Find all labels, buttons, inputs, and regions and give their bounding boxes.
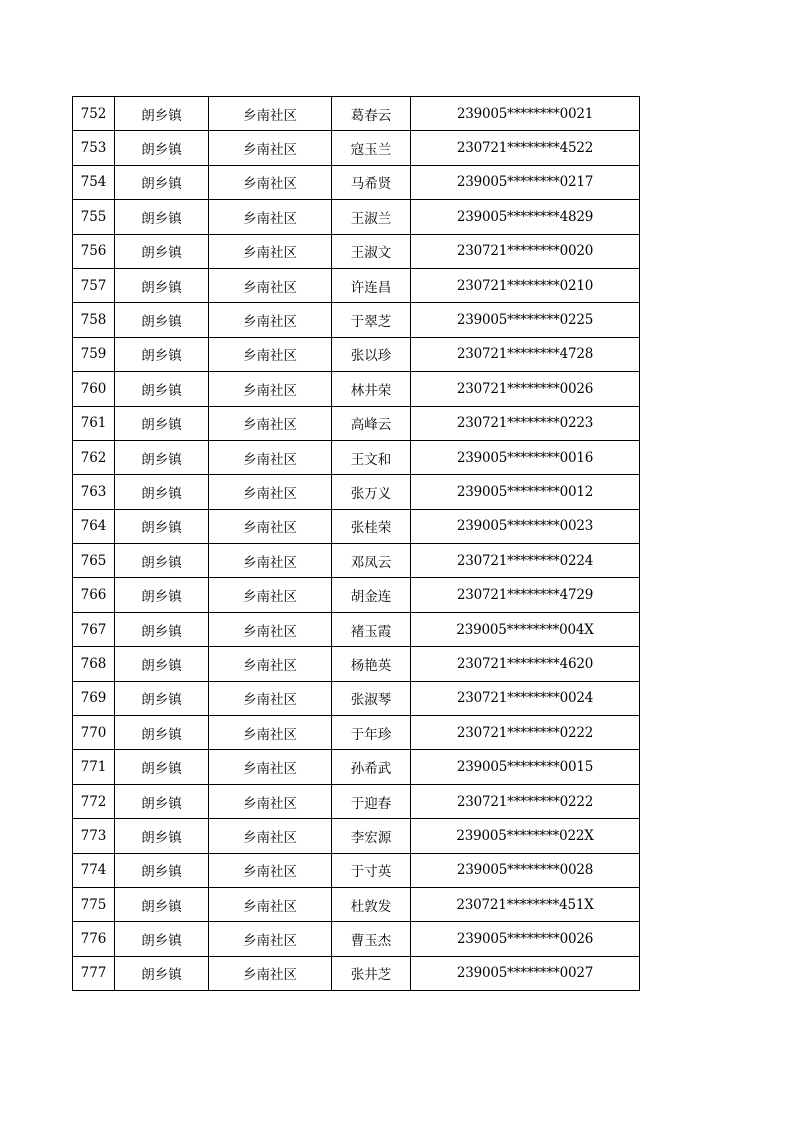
person-name-cell: 褚玉霞 xyxy=(332,612,411,646)
town-cell: 朗乡镇 xyxy=(115,372,209,406)
row-number-cell: 775 xyxy=(73,887,115,921)
roster-table xyxy=(72,96,640,991)
person-name-cell: 许连昌 xyxy=(332,268,411,302)
town-cell: 朗乡镇 xyxy=(115,578,209,612)
table-row xyxy=(73,406,640,440)
row-number-cell: 773 xyxy=(73,819,115,853)
community-cell: 乡南社区 xyxy=(209,303,332,337)
id-number-cell: 230721********0026 xyxy=(411,372,640,406)
row-number-cell: 756 xyxy=(73,234,115,268)
id-number-cell: 239005********0021 xyxy=(411,97,640,131)
person-name-cell: 王淑兰 xyxy=(332,200,411,234)
row-number-cell: 762 xyxy=(73,440,115,474)
community-cell: 乡南社区 xyxy=(209,200,332,234)
person-name-cell: 林井荣 xyxy=(332,372,411,406)
person-name-cell: 马希贤 xyxy=(332,165,411,199)
row-number-cell: 763 xyxy=(73,475,115,509)
id-number-cell: 239005********0023 xyxy=(411,509,640,543)
id-number-cell: 230721********4728 xyxy=(411,337,640,371)
community-cell: 乡南社区 xyxy=(209,887,332,921)
id-number-cell: 239005********004X xyxy=(411,612,640,646)
person-name-cell: 于寸英 xyxy=(332,853,411,887)
town-cell: 朗乡镇 xyxy=(115,268,209,302)
community-cell: 乡南社区 xyxy=(209,406,332,440)
id-number-cell: 230721********0223 xyxy=(411,406,640,440)
id-number-cell: 239005********0217 xyxy=(411,165,640,199)
town-cell: 朗乡镇 xyxy=(115,97,209,131)
row-number-cell: 753 xyxy=(73,131,115,165)
row-number-cell: 767 xyxy=(73,612,115,646)
table-row xyxy=(73,440,640,474)
community-cell: 乡南社区 xyxy=(209,544,332,578)
table-row xyxy=(73,578,640,612)
table-row xyxy=(73,819,640,853)
table-row xyxy=(73,268,640,302)
table-row xyxy=(73,887,640,921)
row-number-cell: 772 xyxy=(73,784,115,818)
id-number-cell: 239005********0012 xyxy=(411,475,640,509)
town-cell: 朗乡镇 xyxy=(115,200,209,234)
table-row xyxy=(73,612,640,646)
person-name-cell: 杨艳英 xyxy=(332,647,411,681)
row-number-cell: 759 xyxy=(73,337,115,371)
row-number-cell: 774 xyxy=(73,853,115,887)
roster-table-body xyxy=(73,97,640,991)
table-row xyxy=(73,681,640,715)
community-cell: 乡南社区 xyxy=(209,131,332,165)
person-name-cell: 于翠芝 xyxy=(332,303,411,337)
person-name-cell: 高峰云 xyxy=(332,406,411,440)
community-cell: 乡南社区 xyxy=(209,612,332,646)
row-number-cell: 768 xyxy=(73,647,115,681)
town-cell: 朗乡镇 xyxy=(115,303,209,337)
table-row xyxy=(73,337,640,371)
community-cell: 乡南社区 xyxy=(209,372,332,406)
community-cell: 乡南社区 xyxy=(209,819,332,853)
person-name-cell: 张淑琴 xyxy=(332,681,411,715)
person-name-cell: 邓凤云 xyxy=(332,544,411,578)
id-number-cell: 230721********4522 xyxy=(411,131,640,165)
table-row xyxy=(73,234,640,268)
town-cell: 朗乡镇 xyxy=(115,647,209,681)
table-row xyxy=(73,509,640,543)
community-cell: 乡南社区 xyxy=(209,578,332,612)
town-cell: 朗乡镇 xyxy=(115,750,209,784)
row-number-cell: 770 xyxy=(73,716,115,750)
row-number-cell: 760 xyxy=(73,372,115,406)
row-number-cell: 769 xyxy=(73,681,115,715)
row-number-cell: 766 xyxy=(73,578,115,612)
id-number-cell: 239005********0027 xyxy=(411,956,640,990)
row-number-cell: 765 xyxy=(73,544,115,578)
town-cell: 朗乡镇 xyxy=(115,956,209,990)
person-name-cell: 张井芝 xyxy=(332,956,411,990)
community-cell: 乡南社区 xyxy=(209,509,332,543)
table-row xyxy=(73,647,640,681)
table-row xyxy=(73,922,640,956)
person-name-cell: 葛春云 xyxy=(332,97,411,131)
person-name-cell: 张桂荣 xyxy=(332,509,411,543)
id-number-cell: 239005********4829 xyxy=(411,200,640,234)
table-row xyxy=(73,372,640,406)
town-cell: 朗乡镇 xyxy=(115,544,209,578)
table-row xyxy=(73,716,640,750)
town-cell: 朗乡镇 xyxy=(115,819,209,853)
person-name-cell: 王文和 xyxy=(332,440,411,474)
town-cell: 朗乡镇 xyxy=(115,681,209,715)
id-number-cell: 239005********0225 xyxy=(411,303,640,337)
community-cell: 乡南社区 xyxy=(209,750,332,784)
community-cell: 乡南社区 xyxy=(209,268,332,302)
id-number-cell: 230721********0210 xyxy=(411,268,640,302)
community-cell: 乡南社区 xyxy=(209,853,332,887)
table-row xyxy=(73,784,640,818)
person-name-cell: 孙希武 xyxy=(332,750,411,784)
row-number-cell: 777 xyxy=(73,956,115,990)
table-row xyxy=(73,853,640,887)
person-name-cell: 曹玉杰 xyxy=(332,922,411,956)
town-cell: 朗乡镇 xyxy=(115,784,209,818)
community-cell: 乡南社区 xyxy=(209,234,332,268)
community-cell: 乡南社区 xyxy=(209,440,332,474)
id-number-cell: 230721********4620 xyxy=(411,647,640,681)
town-cell: 朗乡镇 xyxy=(115,406,209,440)
id-number-cell: 230721********451X xyxy=(411,887,640,921)
person-name-cell: 张万义 xyxy=(332,475,411,509)
town-cell: 朗乡镇 xyxy=(115,475,209,509)
row-number-cell: 776 xyxy=(73,922,115,956)
id-number-cell: 239005********0026 xyxy=(411,922,640,956)
person-name-cell: 张以珍 xyxy=(332,337,411,371)
table-row xyxy=(73,97,640,131)
community-cell: 乡南社区 xyxy=(209,784,332,818)
person-name-cell: 李宏源 xyxy=(332,819,411,853)
row-number-cell: 761 xyxy=(73,406,115,440)
town-cell: 朗乡镇 xyxy=(115,612,209,646)
community-cell: 乡南社区 xyxy=(209,956,332,990)
town-cell: 朗乡镇 xyxy=(115,922,209,956)
person-name-cell: 于年珍 xyxy=(332,716,411,750)
row-number-cell: 758 xyxy=(73,303,115,337)
table-row xyxy=(73,200,640,234)
community-cell: 乡南社区 xyxy=(209,475,332,509)
id-number-cell: 230721********0020 xyxy=(411,234,640,268)
town-cell: 朗乡镇 xyxy=(115,337,209,371)
table-row xyxy=(73,750,640,784)
row-number-cell: 752 xyxy=(73,97,115,131)
id-number-cell: 239005********0028 xyxy=(411,853,640,887)
id-number-cell: 239005********0016 xyxy=(411,440,640,474)
person-name-cell: 胡金连 xyxy=(332,578,411,612)
table-row xyxy=(73,475,640,509)
id-number-cell: 230721********4729 xyxy=(411,578,640,612)
id-number-cell: 239005********022X xyxy=(411,819,640,853)
town-cell: 朗乡镇 xyxy=(115,440,209,474)
table-row xyxy=(73,165,640,199)
id-number-cell: 230721********0222 xyxy=(411,784,640,818)
row-number-cell: 754 xyxy=(73,165,115,199)
row-number-cell: 757 xyxy=(73,268,115,302)
community-cell: 乡南社区 xyxy=(209,922,332,956)
town-cell: 朗乡镇 xyxy=(115,234,209,268)
table-row xyxy=(73,303,640,337)
community-cell: 乡南社区 xyxy=(209,337,332,371)
person-name-cell: 王淑文 xyxy=(332,234,411,268)
community-cell: 乡南社区 xyxy=(209,97,332,131)
town-cell: 朗乡镇 xyxy=(115,509,209,543)
town-cell: 朗乡镇 xyxy=(115,165,209,199)
person-name-cell: 于迎春 xyxy=(332,784,411,818)
person-name-cell: 杜敦发 xyxy=(332,887,411,921)
person-name-cell: 寇玉兰 xyxy=(332,131,411,165)
community-cell: 乡南社区 xyxy=(209,681,332,715)
community-cell: 乡南社区 xyxy=(209,165,332,199)
row-number-cell: 764 xyxy=(73,509,115,543)
table-row xyxy=(73,544,640,578)
community-cell: 乡南社区 xyxy=(209,716,332,750)
town-cell: 朗乡镇 xyxy=(115,887,209,921)
row-number-cell: 771 xyxy=(73,750,115,784)
id-number-cell: 230721********0224 xyxy=(411,544,640,578)
table-row xyxy=(73,131,640,165)
town-cell: 朗乡镇 xyxy=(115,131,209,165)
town-cell: 朗乡镇 xyxy=(115,716,209,750)
table-row xyxy=(73,956,640,990)
id-number-cell: 230721********0024 xyxy=(411,681,640,715)
id-number-cell: 239005********0015 xyxy=(411,750,640,784)
id-number-cell: 230721********0222 xyxy=(411,716,640,750)
town-cell: 朗乡镇 xyxy=(115,853,209,887)
community-cell: 乡南社区 xyxy=(209,647,332,681)
row-number-cell: 755 xyxy=(73,200,115,234)
